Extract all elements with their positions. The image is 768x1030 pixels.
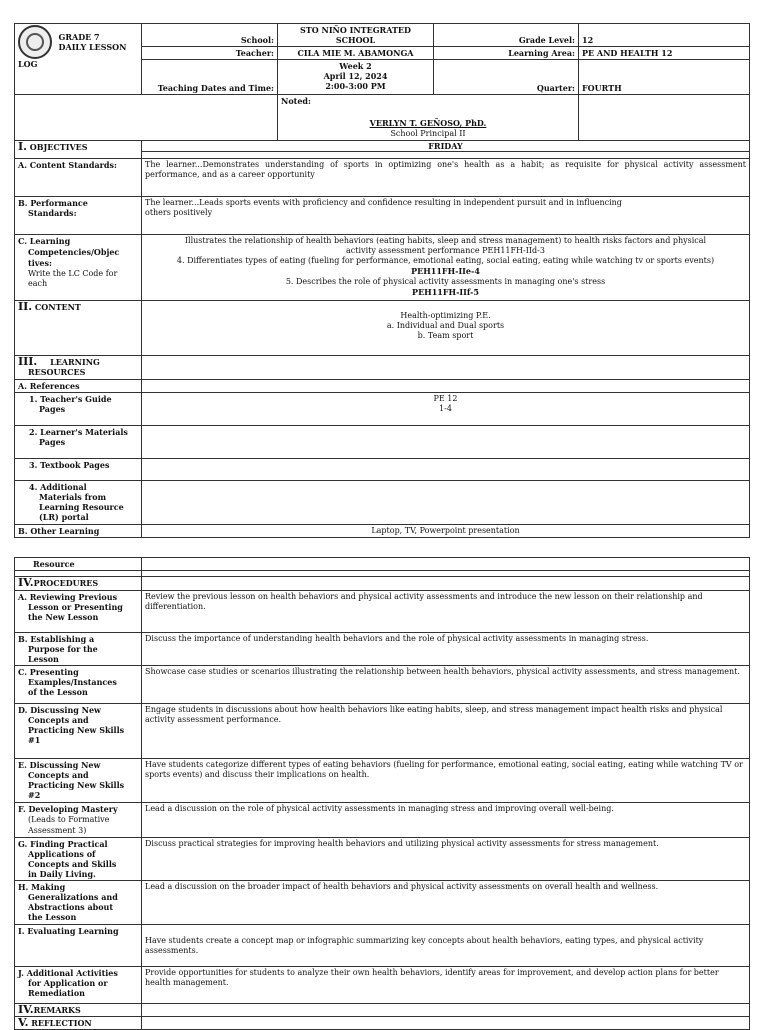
procedure-row	[15, 666, 750, 704]
quarter-value: FOURTH	[579, 60, 750, 95]
other-learning-label: B. Other Learning	[15, 525, 142, 538]
day-label: FRIDAY	[142, 141, 749, 152]
procedure-row	[15, 838, 750, 881]
header-title-cell	[15, 24, 142, 95]
lesson-log-table-page-1	[14, 23, 750, 538]
grade-level-value: 12	[579, 24, 750, 47]
procedure-text: Provide opportunities for students to analyze their own health behaviors, identify areas for improvement, and develop action plans for better health management.	[142, 967, 750, 1004]
procedure-text: Lead a discussion on the role of physical activity assessments in managing stress and improving overall well-being.	[142, 803, 750, 838]
remarks-heading: IV.REMARKS	[15, 1004, 142, 1017]
content-heading: II. CONTENT	[15, 301, 142, 356]
week: Week 2	[339, 61, 372, 71]
school-value: STO NIÑO INTEGRATED SCHOOL	[278, 24, 434, 47]
procedure-row	[15, 759, 750, 803]
title-line-1: GRADE 7	[58, 32, 100, 42]
procedure-label: D. Discussing New Concepts and Practicing New Skills #1	[15, 704, 142, 759]
learning-area-value: PE AND HEALTH 12	[579, 47, 750, 60]
procedure-label: E. Discussing New Concepts and Practicing New Skills #2	[15, 759, 142, 803]
dates-value	[278, 60, 434, 95]
textbook-pages-label: 3. Textbook Pages	[15, 459, 142, 481]
procedure-text: Have students create a concept map or infographic summarizing key concepts about health behaviors, eating types, and physical activity assessments.	[142, 925, 750, 967]
noted-cell	[278, 95, 579, 141]
teacher-value: CILA MIE M. ABAMONGA	[278, 47, 434, 60]
learning-competencies-label: C. Learning Competencies/Objec tives: Write the LC Code for each	[15, 235, 142, 301]
learning-area-label: Learning Area:	[434, 47, 579, 60]
other-learning-value: Laptop, TV, Powerpoint presentation	[142, 525, 750, 538]
procedure-label: C. Presenting Examples/Instances of the Lesson	[15, 666, 142, 704]
procedures-heading: IV.PROCEDURES	[15, 577, 142, 591]
procedure-row	[15, 591, 750, 633]
lesson-log-table-page-2	[14, 557, 750, 1030]
content-text: Health-optimizing P.E. a. Individual and Dual sports b. Team sport	[142, 301, 750, 356]
performance-standards-label: B. Performance Standards:	[15, 197, 142, 235]
principal-title: School Principal II	[390, 129, 466, 138]
procedure-row	[15, 704, 750, 759]
procedure-text: Engage students in discussions about how health behaviors like eating habits, sleep, and stress management impact health risks and physical activity assessment performance.	[142, 704, 750, 759]
procedure-label: H. Making Generalizations and Abstractions about the Lesson	[15, 881, 142, 925]
procedure-label: J. Additional Activities for Application or Remediation	[15, 967, 142, 1004]
teachers-guide-value: PE 12 1-4	[142, 393, 750, 426]
procedure-text: Showcase case studies or scenarios illustrating the relationship between health behaviors, physical activity assessments, and stress management.	[142, 666, 750, 704]
procedure-row	[15, 803, 750, 838]
procedure-row	[15, 967, 750, 1004]
title-line-3: LOG	[18, 59, 38, 69]
procedure-label: G. Finding Practical Applications of Concepts and Skills in Daily Living.	[15, 838, 142, 881]
procedure-label: F. Developing Mastery (Leads to Formative Assessment 3)	[15, 803, 142, 838]
learning-competencies-text: Illustrates the relationship of health behaviors (eating habits, sleep and stress management) to health risks factors and physical activity assessment performance PEH11FH-IId-3 4. Differentiates types of eating (fueling for performance, emotional eating, social eating, eating while watching tv or sports events) PEH11FH-IIe-4 5. Describes the role of physical activity assessments in managing one's stress PEH11FH-IIf-5	[142, 235, 750, 301]
date: April 12, 2024	[323, 71, 388, 81]
content-standards-label: A. Content Standards:	[15, 159, 142, 197]
noted-label: Noted:	[281, 96, 311, 106]
teachers-guide-label: 1. Teacher's Guide Pages	[15, 393, 142, 426]
procedure-text: Lead a discussion on the broader impact of health behaviors and physical activity assessments on overall health and wellness.	[142, 881, 750, 925]
grade-level-label: Grade Level:	[434, 24, 579, 47]
school-label: School:	[142, 24, 278, 47]
time: 2:00-3:00 PM	[325, 81, 386, 91]
procedure-row	[15, 881, 750, 925]
teacher-label: Teacher:	[142, 47, 278, 60]
procedure-row	[15, 925, 750, 967]
reflection-heading: V. REFLECTION	[15, 1017, 142, 1030]
resource-continued-label: Resource	[15, 558, 142, 571]
day-cell	[142, 141, 750, 159]
quarter-label: Quarter:	[434, 60, 579, 95]
learners-materials-label: 2. Learner's Materials Pages	[15, 426, 142, 459]
dates-label: Teaching Dates and Time:	[142, 60, 278, 95]
procedure-text: Review the previous lesson on health behaviors and physical activity assessments and introduce the new lesson on their relationship and differentiation.	[142, 591, 750, 633]
title-line-2: DAILY LESSON	[58, 42, 127, 52]
performance-standards-text: The learner...Leads sports events with proficiency and confidence resulting in independent pursuit and in influencing others positively	[142, 197, 750, 235]
procedure-label: A. Reviewing Previous Lesson or Presenting the New Lesson	[15, 591, 142, 633]
additional-materials-label: 4. Additional Materials from Learning Resource (LR) portal	[15, 481, 142, 525]
principal-name: VERLYN T. GEÑOSO, PhD.	[369, 118, 487, 128]
deped-seal-icon	[18, 25, 52, 59]
procedure-text: Have students categorize different types of eating behaviors (fueling for performance, emotional eating, social eating, eating while watching TV or sports events) and discuss their implications on health.	[142, 759, 750, 803]
content-standards-text: The learner...Demonstrates understanding of sports in optimizing one's health as a habit; as requisite for physical activity assessment performance, and as a career opportunity	[142, 159, 750, 197]
procedure-label: I. Evaluating Learning	[15, 925, 142, 967]
procedure-row	[15, 633, 750, 666]
references-label: A. References	[15, 380, 142, 393]
procedure-label: B. Establishing a Purpose for the Lesson	[15, 633, 142, 666]
objectives-heading: I. OBJECTIVES	[15, 141, 142, 159]
procedure-text: Discuss practical strategies for improving health behaviors and utilizing physical activity assessments for stress management.	[142, 838, 750, 881]
learning-resources-heading: III. LEARNING RESOURCES	[15, 356, 142, 380]
procedure-text: Discuss the importance of understanding health behaviors and the role of physical activity assessments in managing stress.	[142, 633, 750, 666]
